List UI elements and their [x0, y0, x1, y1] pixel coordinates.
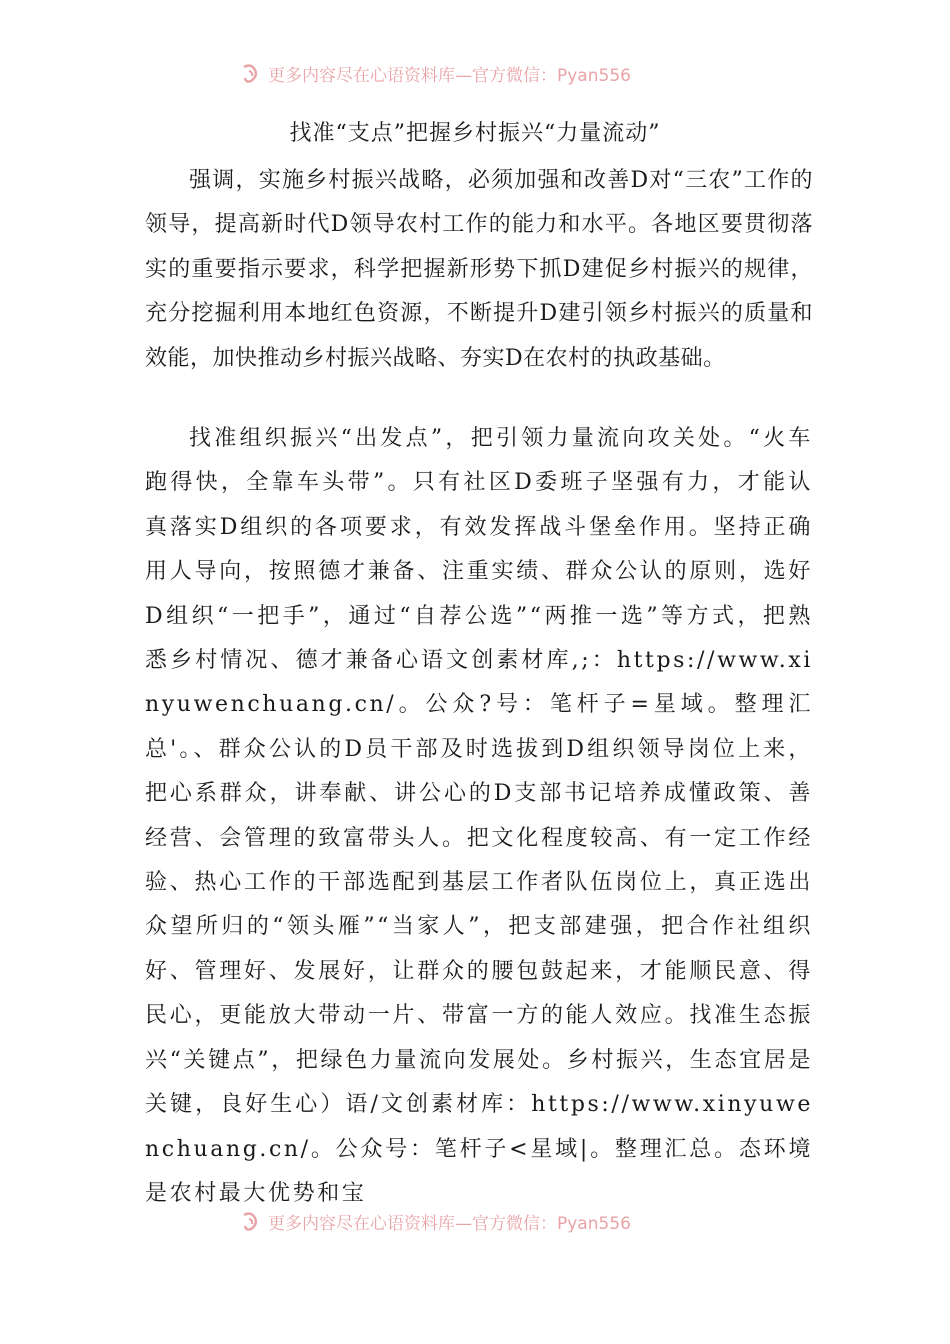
document-title: 找准“支点”把握乡村振兴“力量流动” [289, 121, 661, 146]
watermark-text: 更多内容尽在心语资料库—官方微信：Pyan556 [268, 65, 631, 86]
watermark-text: 更多内容尽在心语资料库—官方微信：Pyan556 [268, 1213, 631, 1234]
paragraph-intro: 强调，实施乡村振兴战略，必须加强和改善D对“三农”工作的领导，提高新时代D领导农村工作的能力和水平。各地区要贯彻落实的重要指示要求，科学把握新形势下抓D建促乡村振兴的规律，充分挖掘利用本地红色资源，不断提升D建引领乡村振兴的质量和效能，加快推动乡村振兴战略、夯实D在农村的执政基础。 [145, 168, 813, 371]
paragraph-organization: 找准组织振兴“出发点”，把引领力量流向攻关处。“火车跑得快，全靠车头带”。只有社区D委班子坚强有力，才能认真落实D组织的各项要求，有效发挥战斗堡垒作用。坚持正确用人导向，按照德才兼备、注重实绩、群众公认的原则，选好D组织“一把手”，通过“自荐公选”“两推一选”等方式，把熟悉乡村情况、德才兼备心语文创素材库,;：https://www.xinyuwenchuang.cn/。公众?号：笔杆子=星域。整理汇总'。、群众公认的D员干部及时选拔到D组织领导岗位上来，把心系群众，讲奉献、讲公心的D支部书记培养成懂政策、善经营、会管理的致富带头人。把文化程度较高、有一定工作经验、热心工作的干部选配到基层工作者队伍岗位上，真正选出众望所归的“领头雁”“当家人”，把支部建强，把合作社组织好、管理好、发展好，让群众的腰包鼓起来，才能顺民意、得民心，更能放大带动一片、带富一方的能人效应。找准生态振兴“关键点”，把绿色力量流向发展处。乡村振兴，生态宜居是关键，良好生心）语/文创素材库：https://www.xinyuwenchuang.cn/。公众号：笔杆子<星域|。整理汇总。态环境是农村最大优势和宝 [145, 426, 813, 1206]
watermark-logo-icon [240, 1210, 262, 1232]
watermark-footer [240, 1206, 720, 1236]
watermark-header [240, 58, 720, 88]
watermark-logo-icon [240, 62, 262, 84]
